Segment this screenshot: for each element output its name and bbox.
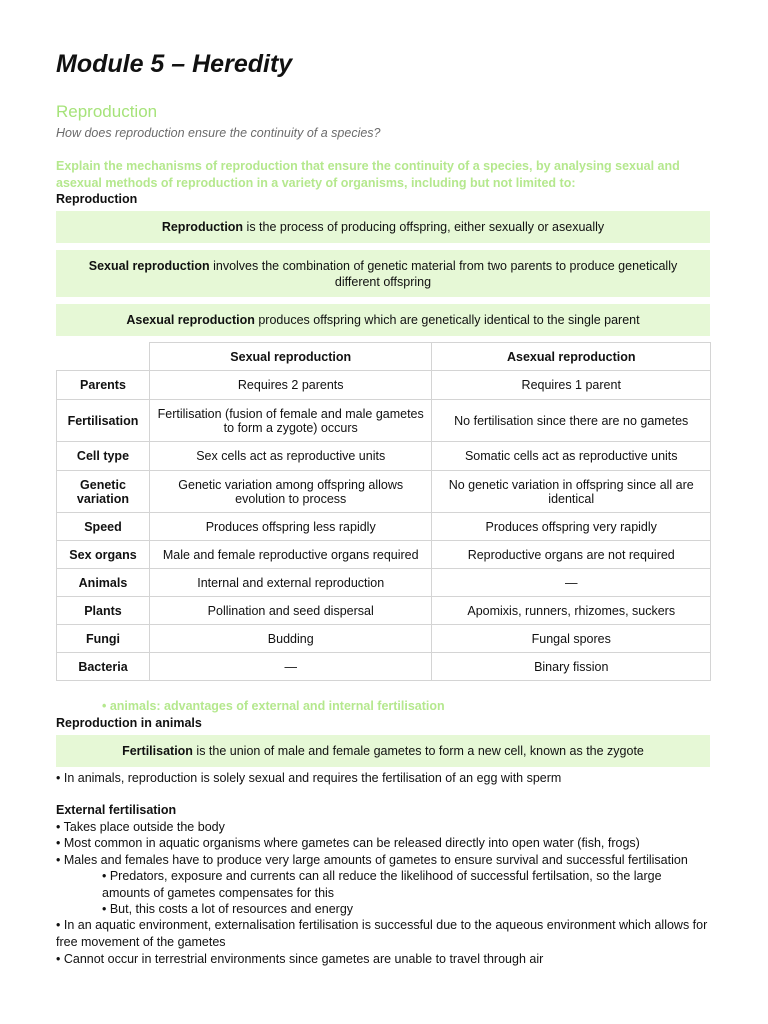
- table-cell: No fertilisation since there are no gametes: [432, 400, 711, 442]
- table-cell: Pollination and seed dispersal: [149, 597, 432, 625]
- callout-term: Fertilisation: [122, 744, 193, 758]
- row-header: Speed: [57, 513, 150, 541]
- table-cell: Budding: [149, 625, 432, 653]
- table-cell: Genetic variation among offspring allows evolution to process: [149, 471, 432, 513]
- callout-term: Reproduction: [161, 220, 244, 234]
- subheading-animals: Reproduction in animals: [56, 716, 202, 730]
- table-row: [57, 625, 711, 653]
- row-header: Cell type: [57, 442, 150, 471]
- inquiry-question: How does reproduction ensure the continuity of a species?: [56, 126, 381, 140]
- row-header: Plants: [57, 597, 150, 625]
- callout-text: is the union of male and female gametes to form a new cell, known as the zygote: [192, 744, 644, 758]
- table-row: [57, 371, 711, 400]
- callout-text: produces offspring which are genetically identical to the single parent: [254, 313, 640, 327]
- table-cell: Produces offspring very rapidly: [432, 513, 711, 541]
- subheading-reproduction: Reproduction: [56, 192, 138, 206]
- table-row: [57, 400, 711, 442]
- callout-term: Asexual reproduction: [126, 313, 255, 327]
- bullet-line: • Males and females have to produce very large amounts of gametes to ensure survival and successful fertilisation: [56, 853, 688, 867]
- section-heading: Reproduction: [56, 102, 158, 121]
- table-row: [57, 569, 711, 597]
- table-cell: Apomixis, runners, rhizomes, suckers: [432, 597, 711, 625]
- syllabus-bullet: • animals: advantages of external and internal fertilisation: [102, 699, 445, 713]
- table-cell: Internal and external reproduction: [149, 569, 432, 597]
- table-corner: [57, 343, 150, 371]
- comparison-table: [56, 342, 711, 681]
- bullet-line: • Cannot occur in terrestrial environments since gametes are unable to travel through air: [56, 952, 544, 966]
- syllabus-outcome: Explain the mechanisms of reproduction that ensure the continuity of a species, by analysing sexual and asexual methods of reproduction in a variety of organisms, including but not limited to:: [56, 159, 680, 190]
- bullet-line: • In an aquatic environment, externalisation fertilisation is successful due to the aqueous environment which allows for free movement of the gametes: [56, 918, 708, 949]
- table-header-row: [57, 343, 711, 371]
- callout-text: involves the combination of genetic material from two parents to produce genetically different offspring: [209, 258, 678, 289]
- table-cell: Fungal spores: [432, 625, 711, 653]
- bullet-line: • In animals, reproduction is solely sexual and requires the fertilisation of an egg with sperm: [56, 771, 562, 785]
- row-header: Bacteria: [57, 653, 150, 681]
- row-header: Parents: [57, 371, 150, 400]
- table-cell: Fertilisation (fusion of female and male gametes to form a zygote) occurs: [149, 400, 432, 442]
- definition-callout: [56, 250, 710, 297]
- definition-callout: [56, 735, 710, 767]
- row-header: Genetic variation: [57, 471, 150, 513]
- table-cell: Sex cells act as reproductive units: [149, 442, 432, 471]
- subheading-external: External fertilisation: [56, 803, 177, 817]
- table-cell: No genetic variation in offspring since all are identical: [432, 471, 711, 513]
- table-cell: Binary fission: [432, 653, 711, 681]
- table-cell: Somatic cells act as reproductive units: [432, 442, 711, 471]
- table-cell: —: [149, 653, 432, 681]
- row-header: Fungi: [57, 625, 150, 653]
- row-header: Sex organs: [57, 541, 150, 569]
- definition-callout: [56, 304, 710, 336]
- table-row: [57, 513, 711, 541]
- row-header: Fertilisation: [57, 400, 150, 442]
- table-row: [57, 653, 711, 681]
- table-cell: —: [432, 569, 711, 597]
- table-row: [57, 442, 711, 471]
- table-cell: Produces offspring less rapidly: [149, 513, 432, 541]
- column-header-sexual: Sexual reproduction: [149, 343, 432, 371]
- callout-text: is the process of producing offspring, either sexually or asexually: [243, 220, 605, 234]
- table-row: [57, 541, 711, 569]
- table-cell: Reproductive organs are not required: [432, 541, 711, 569]
- bullet-line: • Takes place outside the body: [56, 820, 225, 834]
- row-header: Animals: [57, 569, 150, 597]
- table-row: [57, 597, 711, 625]
- table-cell: Requires 2 parents: [149, 371, 432, 400]
- definition-callout: [56, 211, 710, 243]
- column-header-asexual: Asexual reproduction: [432, 343, 711, 371]
- table-cell: Requires 1 parent: [432, 371, 711, 400]
- sub-bullet-line: • But, this costs a lot of resources and energy: [102, 902, 354, 916]
- bullet-line: • Most common in aquatic organisms where gametes can be released directly into open water (fish, frogs): [56, 836, 640, 850]
- page-title: Module 5 – Heredity: [56, 50, 293, 78]
- table-cell: Male and female reproductive organs required: [149, 541, 432, 569]
- sub-bullet-line: • Predators, exposure and currents can all reduce the likelihood of successful fertilsation, so the large amounts of gametes compensates for this: [102, 869, 662, 900]
- table-row: [57, 471, 711, 513]
- callout-term: Sexual reproduction: [88, 258, 210, 273]
